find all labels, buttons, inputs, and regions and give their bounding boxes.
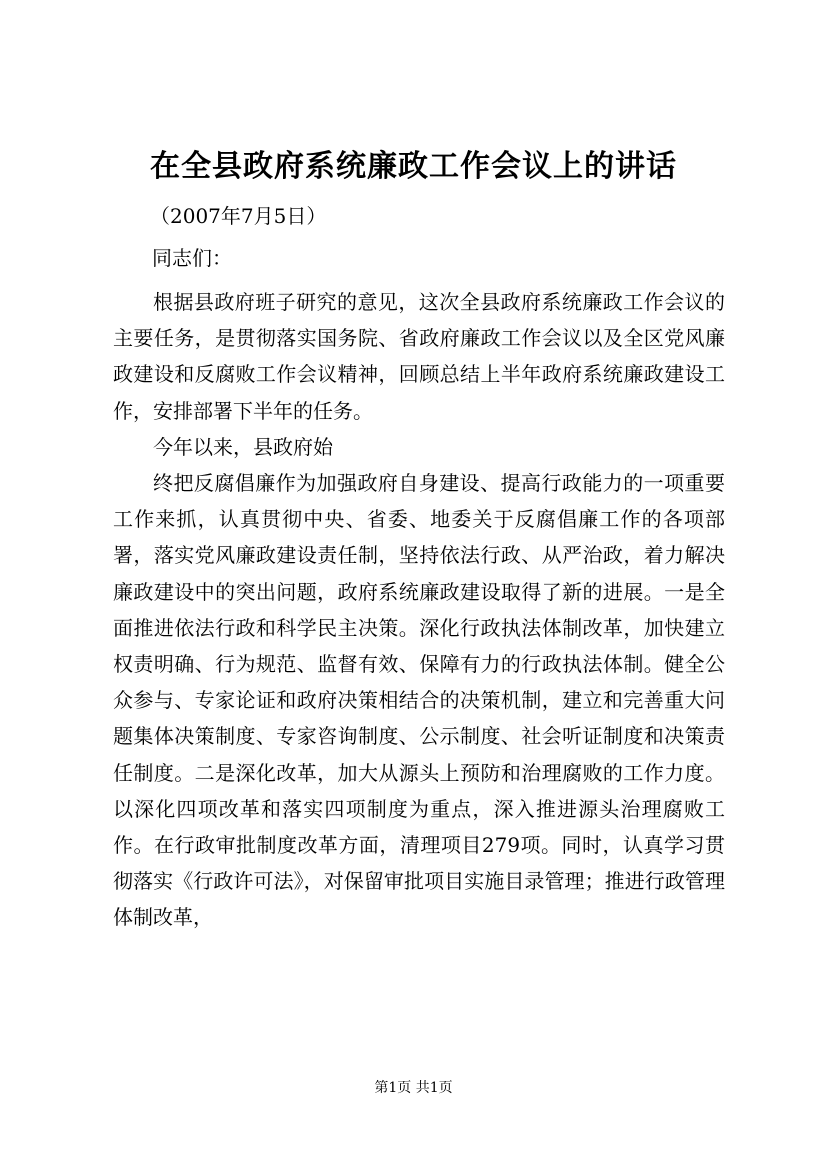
paragraph: 今年以来，县政府始 bbox=[153, 434, 333, 459]
paragraph: 终把反腐倡廉作为加强政府自身建设、提高行政能力的一项重要工作来抓，认真贯彻中央、省委、地委关于反腐倡廉工作的各项部署，落实党风廉政建设责任制，坚持依法行政、从严治政，着力解决廉政建设中的突出问题，政府系统廉政建设取得了新的进展。一是全面推进依法行政和科学民主决策。深化行政执法体制改革，加快建立权责明确、行为规范、监督有效、保障有力的行政执法体制。健全公众参与、专家论证和政府决策相结合的决策机制，建立和完善重大问题集体决策制度、专家咨询制度、公示制度、社会听证制度和决策责任制度。二是深化改革，加大从源头上预防和治理腐败的工作力度。以深化四项改革和落实四项制度为重点，深入推进源头治理腐败工作。在行政审批制度改革方面，清理项目279项。同时，认真学习贯彻落实《行政许可法》，对保留审批项目实施目录管理；推进行政管理体制改革， bbox=[113, 471, 725, 930]
document-date: （2007年7月5日） bbox=[150, 204, 327, 228]
document-body bbox=[113, 284, 725, 936]
page-number: 第1页 共1页 bbox=[374, 1080, 453, 1096]
paragraph: 根据县政府班子研究的意见，这次全县政府系统廉政工作会议的主要任务，是贯彻落实国务院、省政府廉政工作会议以及全区党风廉政建设和反腐败工作会议精神，回顾总结上半年政府系统廉政建设工作，安排部署下半年的任务。 bbox=[113, 290, 725, 423]
greeting: 同志们： bbox=[152, 246, 232, 270]
document-title: 在全县政府系统廉政工作会议上的讲话 bbox=[150, 149, 677, 184]
